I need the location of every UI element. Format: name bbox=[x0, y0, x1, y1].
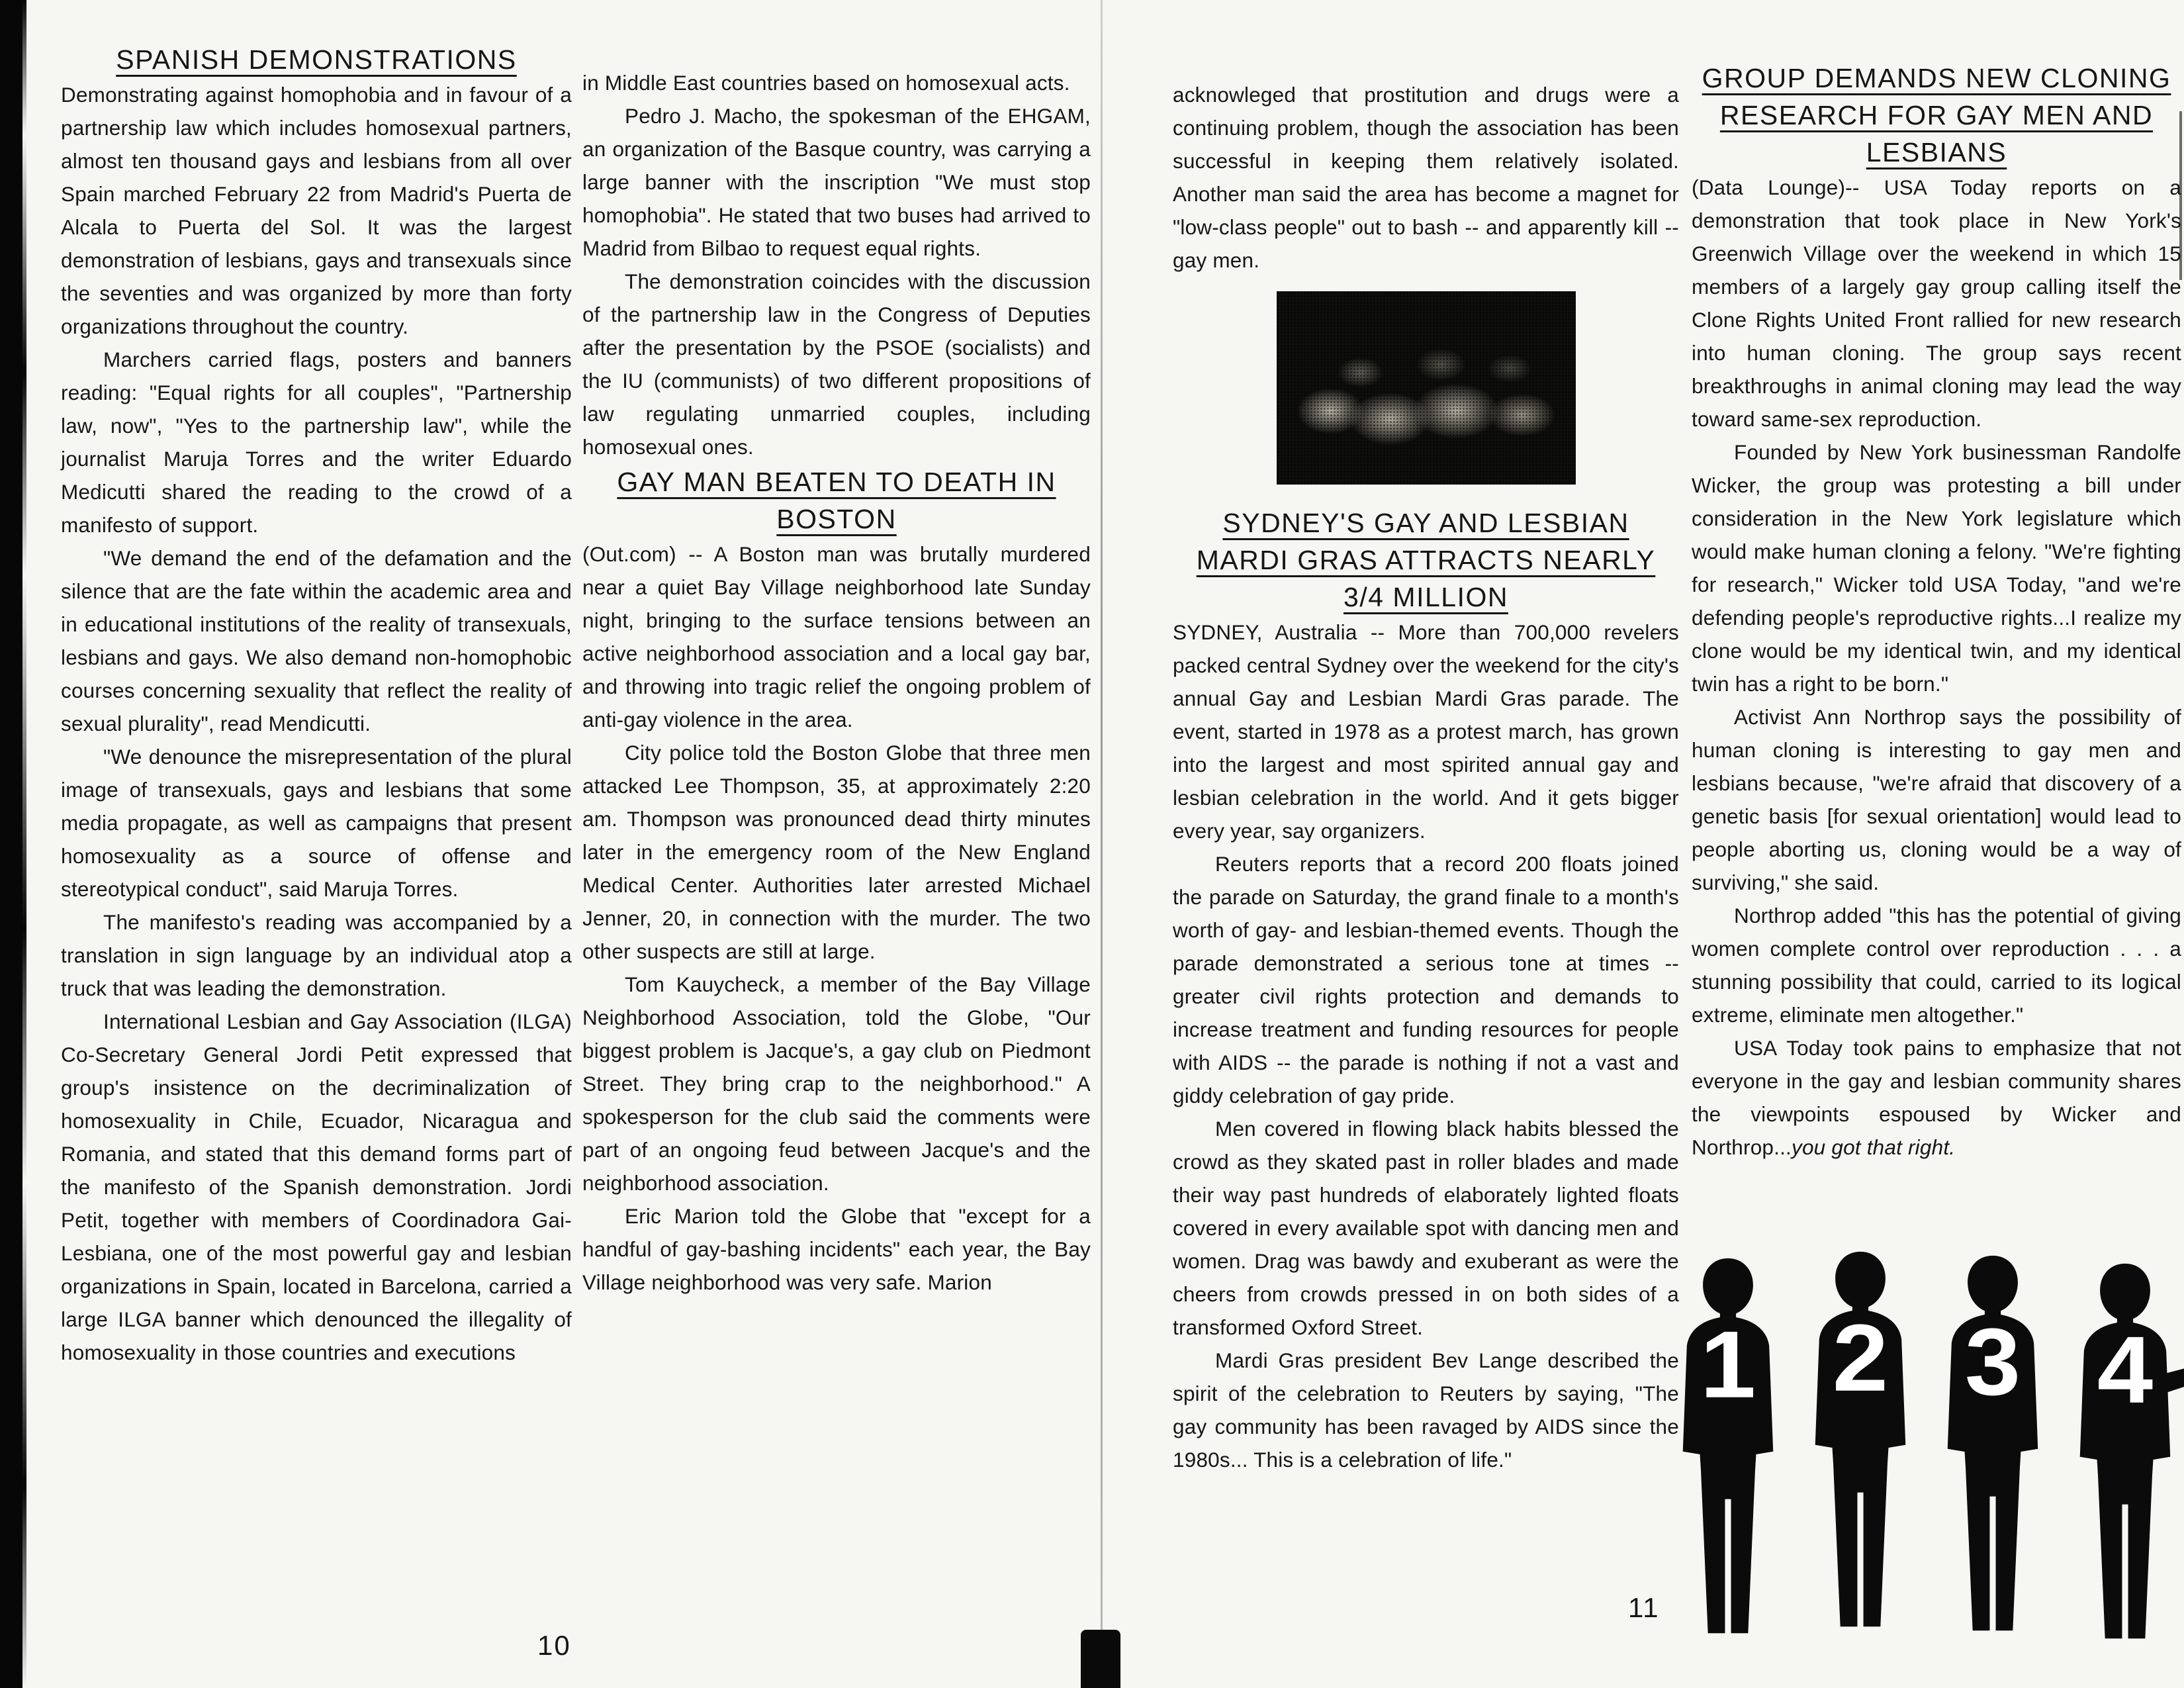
article-paragraph: (Data Lounge)-- USA Today reports on a demonstration that took place in New York's Greenwich Village over the weekend in which 15 members of a largely gay group calling itself the Clone Rights United Front rallied for new research into human cloning. The group says recent breakthroughs in animal cloning may lead the way toward same-sex reproduction. bbox=[1692, 175, 2181, 431]
page-number-left: 10 bbox=[537, 1630, 571, 1661]
silhouette-figure-3-icon bbox=[1933, 1254, 2053, 1634]
article-paragraph: "We demand the end of the defamation and the silence that are the fate within the academic area and in educational institutions of the reality of transexuals, lesbians and gays. We also demand non-homophobic courses concerning sexuality that reflect the reality of sexual plurality", read Mendicutti. bbox=[61, 546, 572, 735]
article-paragraph: Demonstrating against homophobia and in favour of a partnership law which includes homosexual partners, almost ten thousand gays and lesbians from all over Spain marched February 22 from Madrid's Puerta de Alcala to Puerta del Sol. It was the largest demonstration of lesbians, gays and transexuals since the seventies and was organized by more than forty organizations throughout the country. bbox=[61, 83, 572, 338]
silhouette-figure-1-icon bbox=[1668, 1256, 1788, 1637]
scan-edge-bar bbox=[0, 0, 23, 1688]
article-paragraph: Men covered in flowing black habits blessed the crowd as they skated past in roller blades and made their way past hundreds of elaborately lighted floats covered in every available spot with dancing men and women. Drag was bawdy and exuberant as were the cheers from crowds pressed in on both sides of a transformed Oxford Street. bbox=[1173, 1117, 1679, 1339]
article-paragraph: "We denounce the misrepresentation of the plural image of transexuals, gays and lesbians that some media propagate, as well as campaigns that present homosexuality as a source of offense and stereotypical conduct", said Maruja Torres. bbox=[61, 745, 572, 901]
page-number-right: 11 bbox=[1628, 1592, 1660, 1623]
article-paragraph bbox=[1692, 1031, 2181, 1164]
article-paragraph: SYDNEY, Australia -- More than 700,000 revelers packed central Sydney over the weekend for the city's annual Gay and Lesbian Mardi Gras parade. The event, started in 1978 as a protest march, has grown into the largest and most spirited annual gay and lesbian celebration in the world. And it gets bigger every year, say organizers. bbox=[1173, 620, 1679, 843]
article-paragraph: Founded by New York businessman Randolfe Wicker, the group was protesting a bill under consideration in the New York legislature which would make human cloning a felony. "We're fighting for research," Wicker told USA Today, "and we're defending people's reproductive rights...I realize my clone would be my identical twin, and my identical twin has a right to be born." bbox=[1692, 440, 2181, 696]
silhouette-number: 3 bbox=[1964, 1309, 2021, 1415]
article-paragraph: (Out.com) -- A Boston man was brutally murdered near a quiet Bay Village neighborhood late Sunday night, bringing to the surface tensions between an active neighborhood association and a local gay bar, and throwing into tragic relief the ongoing problem of anti-gay violence in the area. bbox=[582, 542, 1091, 731]
article-paragraph: Pedro J. Macho, the spokesman of the EHGAM, an organization of the Basque country, was carrying a large banner with the inscription "We must stop homophobia". He stated that two buses had arrived to Madrid from Bilbao to request equal rights. bbox=[582, 104, 1091, 260]
article-paragraph: Northrop added "this has the potential of giving women complete control over reproduction . . . a stunning possibility that could, carried to its logical extreme, eliminate men altogether." bbox=[1692, 904, 2181, 1027]
page11-column-2 bbox=[1692, 60, 2181, 1164]
article-paragraph: Marchers carried flags, posters and banners reading: "Equal rights for all couples", "Partnership law, now", "Yes to the partnership law", while the journalist Maruja Torres and the writer Eduardo Medicutti shared the reading to the crowd of a manifesto of support. bbox=[61, 348, 572, 537]
headline-cloning-research: GROUP DEMANDS NEW CLONING RESEARCH FOR GAY MEN AND LESBIANS bbox=[1702, 63, 2171, 167]
silhouette-number: 2 bbox=[1832, 1305, 1889, 1411]
article-paragraph: Activist Ann Northrop says the possibility of human cloning is interesting to gay men and lesbians because, "we're afraid that discovery of a genetic basis [for sexual orientation] would lead to people aborting us, cloning would be a way of surviving," she said. bbox=[1692, 705, 2181, 894]
article-paragraph: Reuters reports that a record 200 floats joined the parade on Saturday, the grand finale to a month's worth of gay- and lesbian-themed events. Though the parade demonstrated a serious tone at times -- greater civil rights protection and demands to increase treatment and funding resources for people with AIDS -- the parade is nothing if not a vast and giddy celebration of gay pride. bbox=[1173, 852, 1679, 1107]
headline-gay-man-beaten: GAY MAN BEATEN TO DEATH IN BOSTON bbox=[617, 467, 1056, 534]
article-paragraph-text: USA Today took pains to emphasize that not everyone in the gay and lesbian community shares the viewpoints espoused by Wicker and Northrop... bbox=[1692, 1036, 2181, 1159]
article-paragraph: Mardi Gras president Bev Lange described the spirit of the celebration to Reuters by saying, "The gay community has been ravaged by AIDS since the 1980s... This is a celebration of life." bbox=[1173, 1348, 1679, 1472]
page10-column-2 bbox=[582, 66, 1091, 1299]
editorial-aside-italic: you got that right. bbox=[1792, 1135, 1956, 1159]
article-paragraph: The manifesto's reading was accompanied by a translation in sign language by an individual atop a truck that was leading the demonstration. bbox=[61, 910, 572, 1000]
numbered-silhouettes-graphic bbox=[1668, 1250, 2184, 1637]
silhouette-number: 4 bbox=[2097, 1317, 2154, 1423]
silhouette-figure-4-icon bbox=[2065, 1262, 2184, 1642]
page11-column-1 bbox=[1173, 78, 1679, 1476]
article-paragraph: City police told the Boston Globe that three men attacked Lee Thompson, 35, at approximately 2:20 am. Thompson was pronounced dead thirty minutes later in the emergency room of the New England Medical Center. Authorities later arrested Michael Jenner, 20, in connection with the murder. The two other suspects are still at large. bbox=[582, 741, 1091, 963]
headline-sydney-mardi-gras: SYDNEY'S GAY AND LESBIAN MARDI GRAS ATTRACTS NEARLY 3/4 MILLION bbox=[1196, 508, 1656, 612]
headline-spanish-demonstrations: SPANISH DEMONSTRATIONS bbox=[116, 44, 517, 75]
article-paragraph-continued: in Middle East countries based on homosexual acts. bbox=[582, 71, 1070, 95]
silhouette-number: 1 bbox=[1700, 1311, 1756, 1418]
article-paragraph: Tom Kauycheck, a member of the Bay Village Neighborhood Association, told the Globe, "Our biggest problem is Jacque's, a gay club on Piedmont Street. They bring crap to the neighborhood." A spokesperson for the club said the comments were part of an ongoing feud between Jacque's and the neighborhood association. bbox=[582, 972, 1091, 1195]
mardi-gras-halftone-photo bbox=[1277, 291, 1576, 485]
page-gutter-shadow bbox=[1081, 1630, 1120, 1688]
article-paragraph: Eric Marion told the Globe that "except for a handful of gay-bashing incidents" each year, the Bay Village neighborhood was very safe. Marion bbox=[582, 1204, 1091, 1294]
page-gutter-line bbox=[1101, 0, 1103, 1630]
page10-column-1 bbox=[61, 41, 572, 1369]
article-paragraph-continued: acknowleged that prostitution and drugs were a continuing problem, though the association has been successful in keeping them relatively isolated. Another man said the area has become a magnet for "low-class people" out to bash -- and apparently kill -- gay men. bbox=[1173, 83, 1679, 272]
silhouette-figure-2-icon bbox=[1800, 1250, 1921, 1630]
article-paragraph: The demonstration coincides with the discussion of the partnership law in the Congress of Deputies after the presentation by the PSOE (socialists) and the IU (communists) of two different propositions of law regulating unmarried couples, including homosexual ones. bbox=[582, 269, 1091, 459]
article-paragraph: International Lesbian and Gay Association (ILGA) Co-Secretary General Jordi Petit expressed that group's insistence on the decriminalization of homosexuality in Chile, Ecuador, Nicaragua and Romania, and stated that this demand forms part of the manifesto of the Spanish demonstration. Jordi Petit, together with members of Coordinadora Gai-Lesbiana, one of the most powerful gay and lesbian organizations in Spain, located in Barcelona, carried a large ILGA banner which denounced the illegality of homosexuality in those countries and executions bbox=[61, 1009, 572, 1364]
